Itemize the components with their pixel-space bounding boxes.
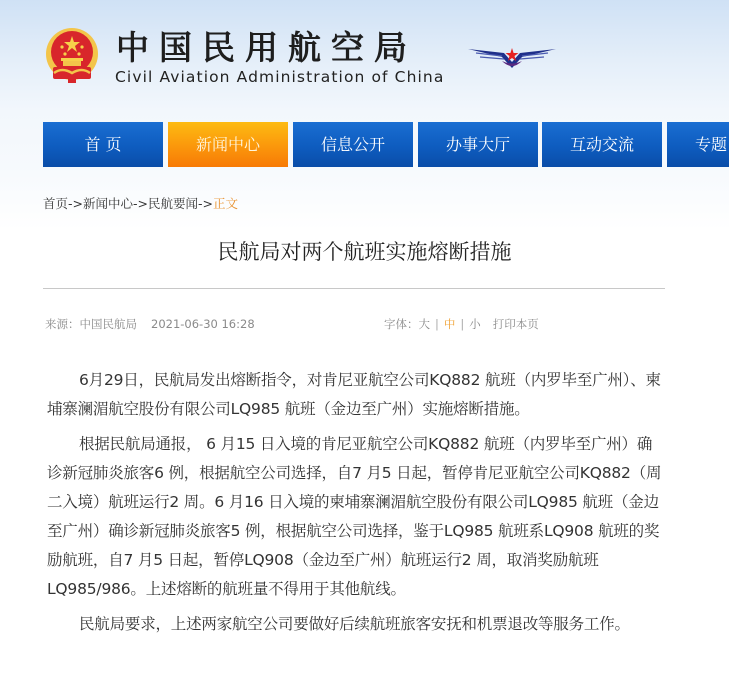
font-size-separator: | [435,317,439,331]
nav-item-interaction[interactable]: 互动交流 [542,122,662,167]
article-date: 2021-06-30 16:28 [151,317,255,331]
site-header [0,0,729,110]
breadcrumb [43,194,238,212]
site-title-en: Civil Aviation Administration of China [115,68,445,86]
nav-item-home[interactable]: 首 页 [43,122,163,167]
font-size-small[interactable]: 小 [469,317,481,331]
breadcrumb-separator: -> [68,196,83,211]
article-paragraph: 根据民航局通报， 6 月15 日入境的肯尼亚航空公司KQ882 航班（内罗毕至广州）确诊新冠肺炎旅客6 例，根据航空公司选择，自7 月5 日起，暂停肯尼亚航空公司KQ882（周二入境）航班运行2 周。6 月16 日入境的柬埔寨澜湄航空股份有限公司LQ985 航班（金边至广州）确诊新冠肺炎旅客5 例，根据航空公司选择，鉴于LQ985 航班系LQ908 航班的奖励航班，自7 月5 日起，暂停LQ908（金边至广州）航班运行2 周，取消奖励航班LQ985/986。上述熔断的航班量不得用于其他航线。 [47,435,662,598]
main-nav [43,122,729,167]
font-size-label: 字体： [384,317,419,331]
font-size-medium[interactable]: 中 [443,317,456,331]
nav-item-topics[interactable]: 专题 [667,122,729,167]
article-tools [384,316,539,332]
title-divider [43,288,665,289]
article-paragraph: 6月29日，民航局发出熔断指令，对肯尼亚航空公司KQ882 航班（内罗毕至广州）、柬埔寨澜湄航空股份有限公司LQ985 航班（金边至广州）实施熔断措施。 [47,371,661,418]
print-page-link[interactable]: 打印本页 [492,317,539,331]
caac-wings-logo-icon [468,44,556,70]
breadcrumb-separator: -> [133,196,148,211]
nav-item-service-hall[interactable]: 办事大厅 [418,122,538,167]
breadcrumb-civil-aviation-news[interactable]: 民航要闻 [148,196,199,211]
site-title-cn: 中国民用航空局 [116,28,417,67]
article-source: 来源：中国民航局 [45,317,137,331]
breadcrumb-current: 正文 [213,196,239,211]
font-size-large[interactable]: 大 [418,317,430,331]
article-title: 民航局对两个航班实施熔断措施 [217,240,512,264]
article-body [47,366,667,645]
breadcrumb-home[interactable]: 首页 [43,196,69,211]
article-paragraph: 民航局要求，上述两家航空公司要做好后续航班旅客安抚和机票退改等服务工作。 [79,615,630,633]
national-emblem-icon[interactable] [44,27,100,85]
article-meta [45,316,255,332]
breadcrumb-news-center[interactable]: 新闻中心 [83,196,134,211]
nav-item-info-disclosure[interactable]: 信息公开 [293,122,413,167]
font-size-separator: | [460,317,465,331]
breadcrumb-separator: -> [198,196,213,211]
nav-item-news-center[interactable]: 新闻中心 [168,122,288,167]
